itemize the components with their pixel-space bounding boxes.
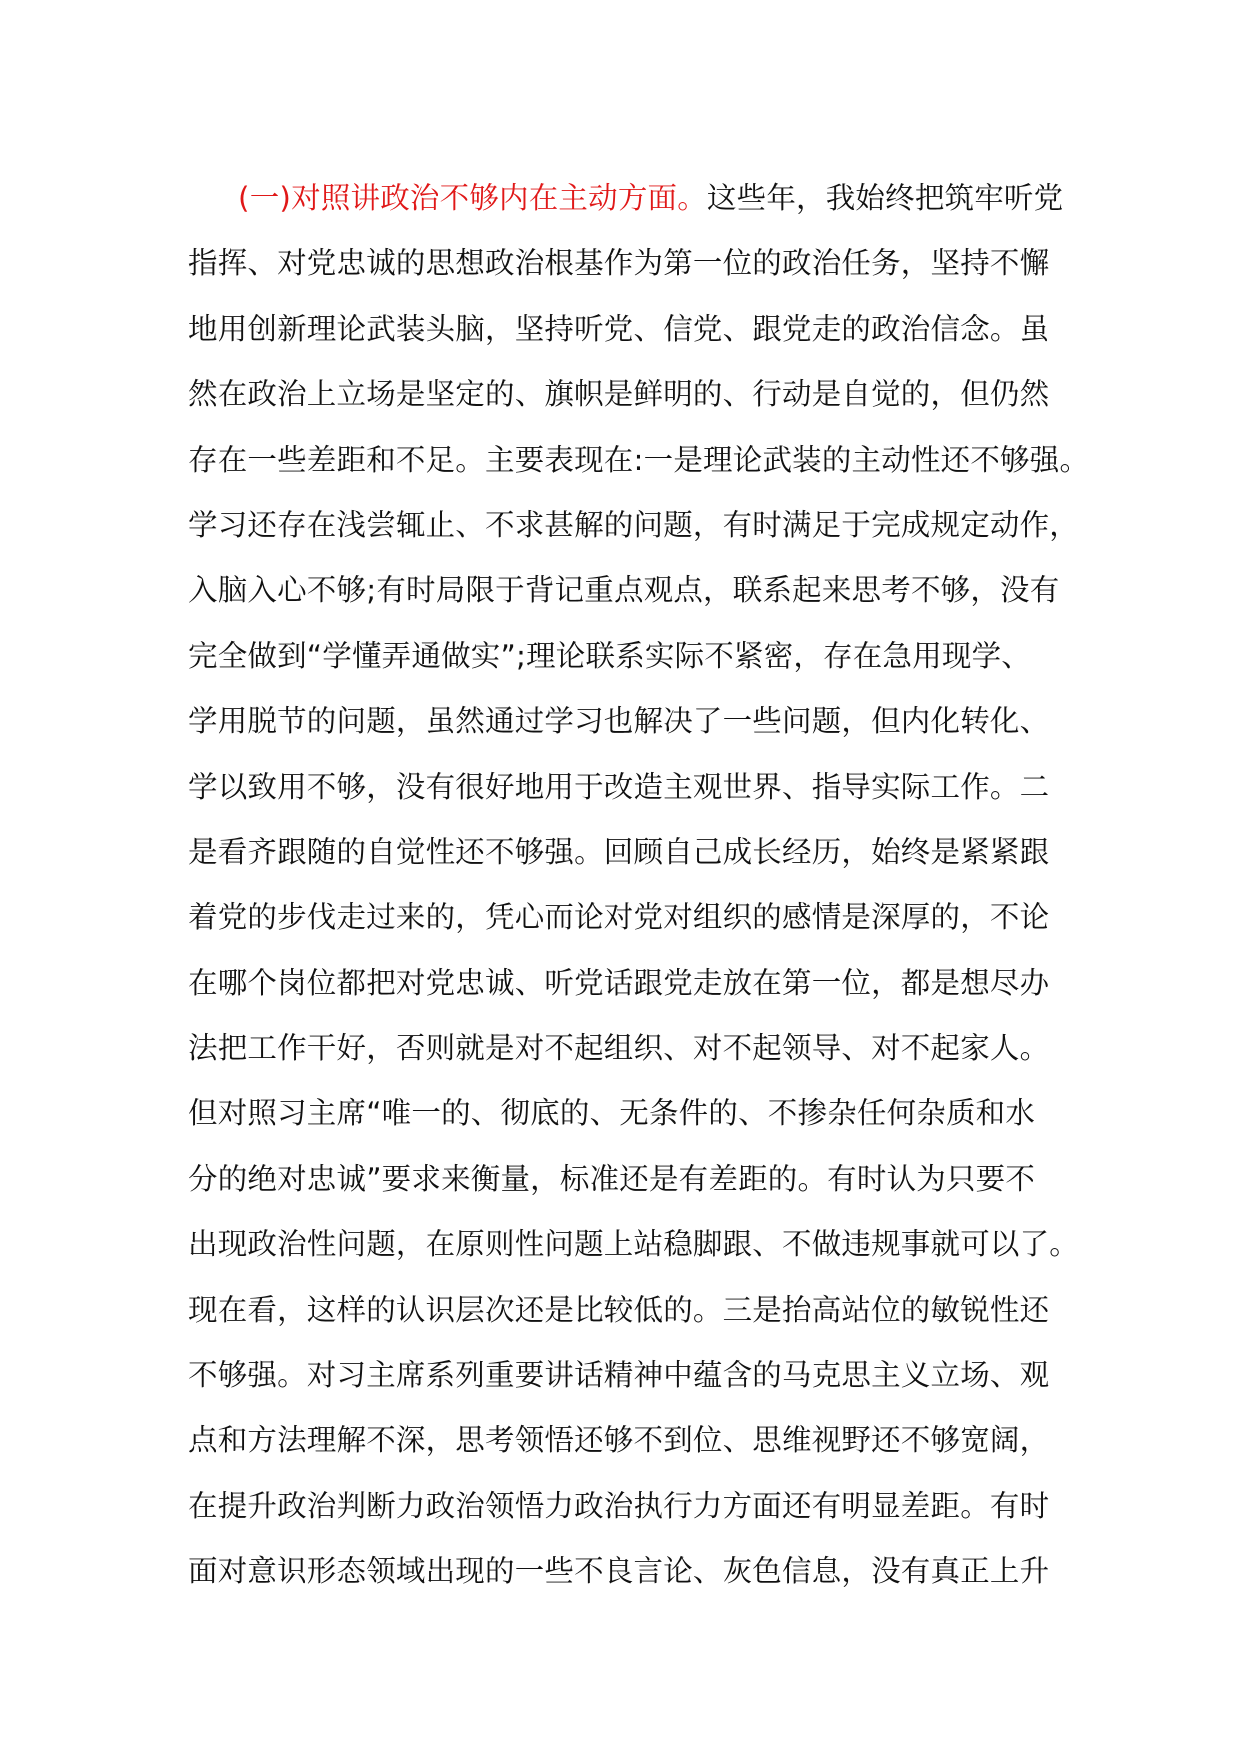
paragraph-first-line	[188, 166, 1068, 231]
text-line: 然在政治上立场是坚定的、旗帜是鲜明的、行动是自觉的，但仍然	[188, 377, 1050, 412]
text-line: 指挥、对党忠诚的思想政治根基作为第一位的政治任务，坚持不懈	[188, 246, 1050, 281]
text-line: 存在一些差距和不足。主要表现在:一是理论武装的主动性还不够强。	[188, 442, 1090, 477]
text-line: 入脑入心不够;有时局限于背记重点观点，联系起来思考不够，没有	[188, 573, 1060, 608]
text-line: 完全做到“学懂弄通做实”;理论联系实际不紧密，存在急用现学、	[188, 638, 1032, 673]
text-line: 地用创新理论武装头脑，坚持听党、信党、跟党走的政治信念。虽	[188, 311, 1050, 346]
text-line: 法把工作干好，否则就是对不起组织、对不起领导、对不起家人。	[188, 1031, 1050, 1066]
text-line: 学用脱节的问题，虽然通过学习也解决了一些问题，但内化转化、	[188, 704, 1050, 739]
text-line: 是看齐跟随的自觉性还不够强。回顾自己成长经历，始终是紧紧跟	[188, 834, 1050, 869]
text-line: 在提升政治判断力政治领悟力政治执行力方面还有明显差距。有时	[188, 1488, 1050, 1523]
text-line: 现在看，这样的认识层次还是比较低的。三是抬高站位的敏锐性还	[188, 1292, 1050, 1327]
text-line: 在哪个岗位都把对党忠诚、听党话跟党走放在第一位，都是想尽办	[188, 965, 1050, 1000]
text-line: 面对意识形态领域出现的一些不良言论、灰色信息，没有真正上升	[188, 1554, 1050, 1589]
first-line-text: 这些年，我始终把筑牢听党	[706, 181, 1064, 215]
text-line: 学以致用不够，没有很好地用于改造主观世界、指导实际工作。二	[188, 769, 1050, 804]
text-line: 分的绝对忠诚”要求来衡量，标准还是有差距的。有时认为只要不	[188, 1161, 1036, 1196]
text-line: 学习还存在浅尝辄止、不求甚解的问题，有时满足于完成规定动作，	[188, 507, 1080, 542]
section-heading: (一)对照讲政治不够内在主动方面。	[238, 181, 707, 215]
text-line: 出现政治性问题，在原则性问题上站稳脚跟、不做违规事就可以了。	[188, 1227, 1080, 1262]
text-line: 不够强。对习主席系列重要讲话精神中蕴含的马克思主义立场、观	[188, 1358, 1050, 1393]
text-line: 着党的步伐走过来的，凭心而论对党对组织的感情是深厚的，不论	[188, 900, 1050, 935]
body-paragraph	[188, 166, 1090, 1605]
text-line: 点和方法理解不深，思考领悟还够不到位、思维视野还不够宽阔，	[188, 1423, 1050, 1458]
text-line: 但对照习主席“唯一的、彻底的、无条件的、不掺杂任何杂质和水	[188, 1096, 1036, 1131]
